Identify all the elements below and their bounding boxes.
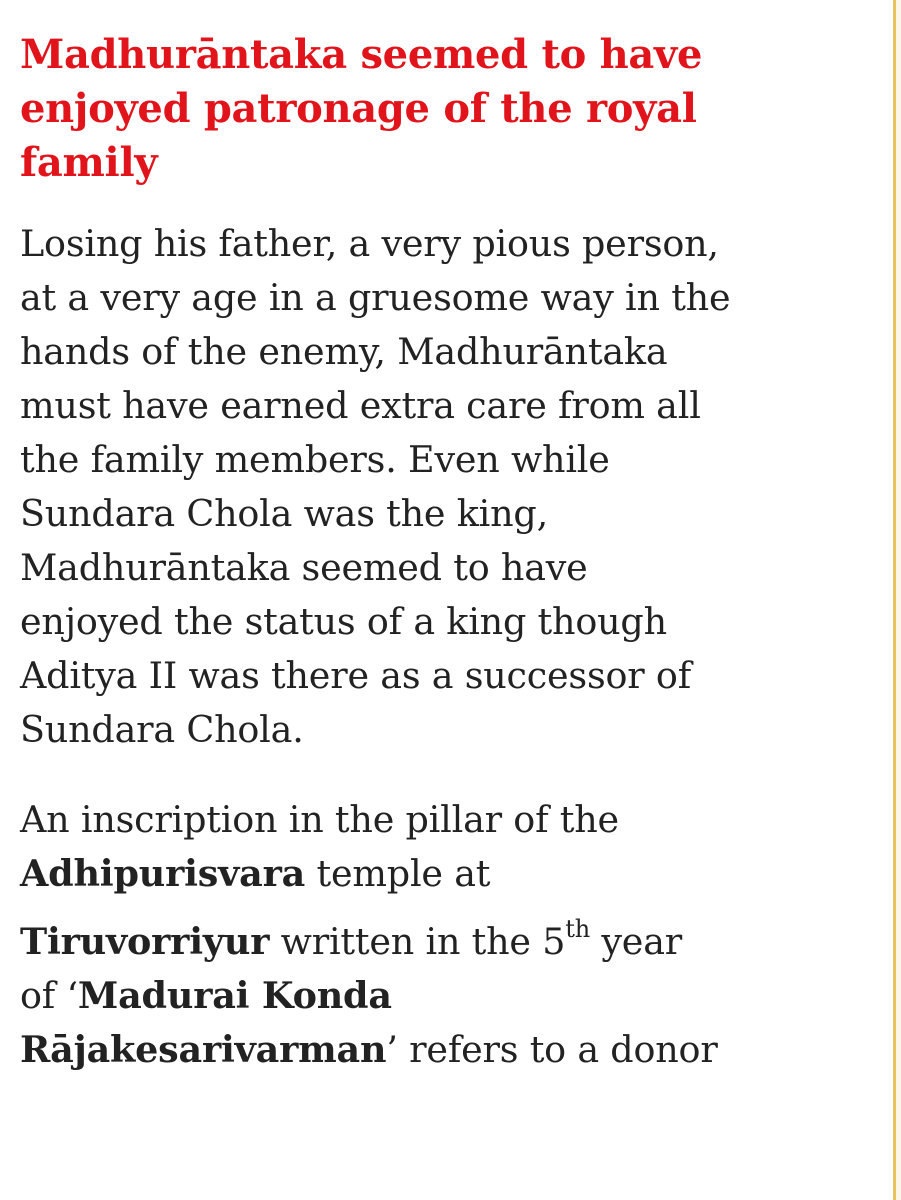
paragraph-line: Sundara Chola was the king, (20, 492, 548, 535)
paragraph-line: Madhurāntaka seemed to have (20, 546, 588, 589)
paragraph-father-loss (20, 217, 876, 757)
inscription-line-1 (20, 793, 876, 847)
inscription-line-5 (20, 1023, 876, 1077)
ordinal-suffix: th (565, 914, 590, 943)
inscription-text: year (589, 920, 683, 963)
paragraph-line: Aditya II was there as a successor of (20, 654, 692, 697)
inscription-text: An inscription in the pillar of the (20, 798, 619, 841)
heading-line-1: Madhurāntaka seemed to have (20, 31, 703, 78)
inscription-text: ’ refers to a donor (386, 1028, 718, 1071)
paragraph-line: Losing his father, a very pious person, (20, 222, 719, 265)
heading-line-3: family (20, 139, 158, 186)
paragraph-inscription (20, 793, 876, 1077)
inscription-text: written in the 5 (269, 920, 566, 963)
heading-line-2: enjoyed patronage of the royal (20, 85, 697, 132)
king-title-part-2: Rājakesarivarman (20, 1028, 387, 1071)
paragraph-line: the family members. Even while (20, 438, 610, 481)
paragraph-line: at a very age in a gruesome way in the (20, 276, 731, 319)
place-name: Tiruvorriyur (20, 920, 270, 963)
paragraph-line: must have earned extra care from all (20, 384, 701, 427)
inscription-text: temple at (305, 852, 491, 895)
inscription-line-2 (20, 847, 876, 903)
scroll-rail-shade (896, 0, 901, 1200)
inscription-line-4 (20, 969, 876, 1023)
inscription-line-3 (20, 903, 876, 969)
temple-name: Adhipurisvara (20, 852, 306, 895)
inscription-text: of ‘ (20, 974, 78, 1017)
paragraph-line: hands of the enemy, Madhurāntaka (20, 330, 668, 373)
article-content (20, 28, 876, 1077)
paragraph-line: enjoyed the status of a king though (20, 600, 667, 643)
king-title-part-1: Madurai Konda (77, 974, 392, 1017)
article-heading (20, 28, 876, 190)
paragraph-line: Sundara Chola. (20, 708, 304, 751)
